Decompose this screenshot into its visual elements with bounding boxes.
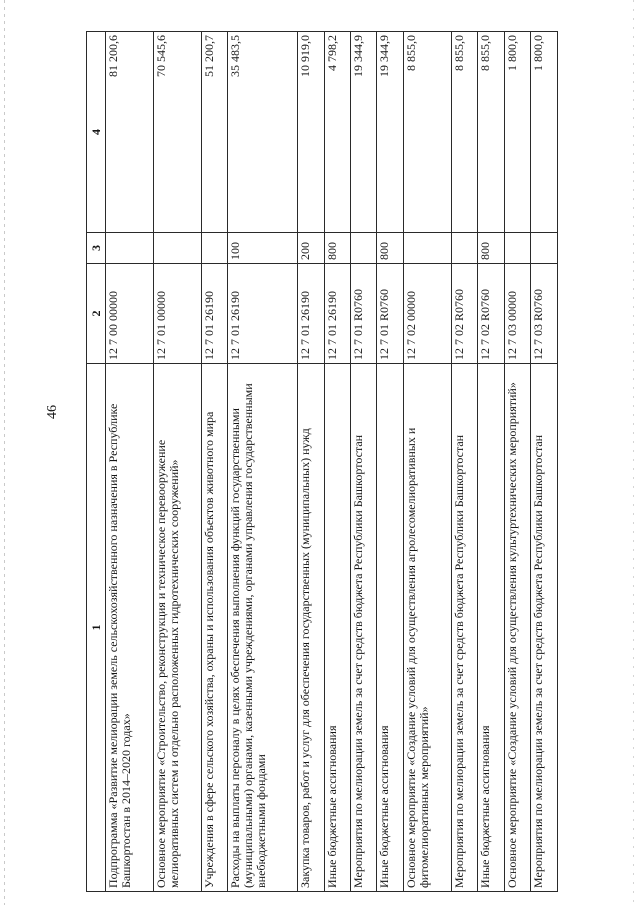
rotated-table-container: [86, 32, 558, 892]
row-type: 800: [478, 233, 504, 264]
row-type: [154, 233, 202, 264]
row-code: 12 7 00 00000: [106, 264, 154, 364]
row-type: [531, 233, 558, 264]
row-type: [350, 233, 376, 264]
header-col-3: 3: [87, 233, 106, 264]
row-name: Основное мероприятие «Создание условий для осуществления агролесомелиоративных и фитомелиоративных мероприятий»: [403, 364, 451, 892]
row-sum: 4 798,2: [324, 32, 350, 233]
table-row: [531, 32, 558, 892]
row-name: Мероприятия по мелиорации земель за счет средств бюджета Республики Башкортостан: [451, 364, 477, 892]
row-type: [403, 233, 451, 264]
row-code: 12 7 01 R0760: [350, 264, 376, 364]
row-type: 800: [324, 233, 350, 264]
row-sum: 51 200,7: [202, 32, 228, 233]
row-name: Закупка товаров, работ и услуг для обеспечения государственных (муниципальных) нужд: [298, 364, 324, 892]
row-sum: 70 545,6: [154, 32, 202, 233]
row-code: 12 7 01 26190: [228, 264, 298, 364]
row-code: 12 7 02 R0760: [451, 264, 477, 364]
row-sum: 19 344,9: [377, 32, 403, 233]
budget-table: [86, 31, 558, 892]
row-code: 12 7 01 R0760: [377, 264, 403, 364]
row-sum: 19 344,9: [350, 32, 376, 233]
table-row: [228, 32, 298, 892]
scan-edge-right: [633, 0, 634, 905]
row-sum: 35 483,5: [228, 32, 298, 233]
row-code: 12 7 02 00000: [403, 264, 451, 364]
header-col-4: 4: [87, 32, 106, 233]
table-row: [298, 32, 324, 892]
row-name: Иные бюджетные ассигнования: [377, 364, 403, 892]
row-name: Мероприятия по мелиорации земель за счет средств бюджета Республики Башкортостан: [350, 364, 376, 892]
row-type: 100: [228, 233, 298, 264]
row-code: 12 7 01 00000: [154, 264, 202, 364]
row-code: 12 7 02 R0760: [478, 264, 504, 364]
row-code: 12 7 03 00000: [504, 264, 530, 364]
row-name: Расходы на выплаты персоналу в целях обеспечения выполнения функций государственными (муниципальными) органами, казенными учреждениями, органами управления государственными внебюджетными фондами: [228, 364, 298, 892]
table-row: [106, 32, 154, 892]
row-sum: 1 800,0: [504, 32, 530, 233]
row-sum: 8 855,0: [403, 32, 451, 233]
row-type: 200: [298, 233, 324, 264]
table-row: [504, 32, 530, 892]
table-row: [324, 32, 350, 892]
row-sum: 8 855,0: [451, 32, 477, 233]
row-name: Подпрограмма «Развитие мелиорации земель сельскохозяйственного назначения в Республике Башкортостан в 2014–2020 годах»: [106, 364, 154, 892]
table-row: [451, 32, 477, 892]
row-type: [202, 233, 228, 264]
header-col-1: 1: [87, 364, 106, 892]
table-row: [478, 32, 504, 892]
row-name: Иные бюджетные ассигнования: [478, 364, 504, 892]
row-type: [106, 233, 154, 264]
row-code: 12 7 01 26190: [324, 264, 350, 364]
row-name: Иные бюджетные ассигнования: [324, 364, 350, 892]
page-number: 46: [45, 405, 60, 419]
row-code: 12 7 01 26190: [202, 264, 228, 364]
table-row: [377, 32, 403, 892]
table-row: [154, 32, 202, 892]
row-sum: 8 855,0: [478, 32, 504, 233]
row-type: [504, 233, 530, 264]
table-header-row: [87, 32, 106, 892]
table-row: [403, 32, 451, 892]
row-type: 800: [377, 233, 403, 264]
row-code: 12 7 03 R0760: [531, 264, 558, 364]
row-sum: 81 200,6: [106, 32, 154, 233]
row-name: Основное мероприятие «Строительство, реконструкция и техническое перевооружение мелиоративных систем и отдельно расположенных гидротехнических сооружений»: [154, 364, 202, 892]
row-name: Мероприятия по мелиорации земель за счет средств бюджета Республики Башкортостан: [531, 364, 558, 892]
row-sum: 1 800,0: [531, 32, 558, 233]
row-name: Основное мероприятие «Создание условий для осуществления культуртехнических мероприятий»: [504, 364, 530, 892]
table-row: [202, 32, 228, 892]
row-code: 12 7 01 26190: [298, 264, 324, 364]
table-row: [350, 32, 376, 892]
header-col-2: 2: [87, 264, 106, 364]
scan-edge-left: [4, 0, 5, 905]
row-name: Учреждения в сфере сельского хозяйства, охраны и использования объектов животного мира: [202, 364, 228, 892]
row-sum: 10 919,0: [298, 32, 324, 233]
row-type: [451, 233, 477, 264]
